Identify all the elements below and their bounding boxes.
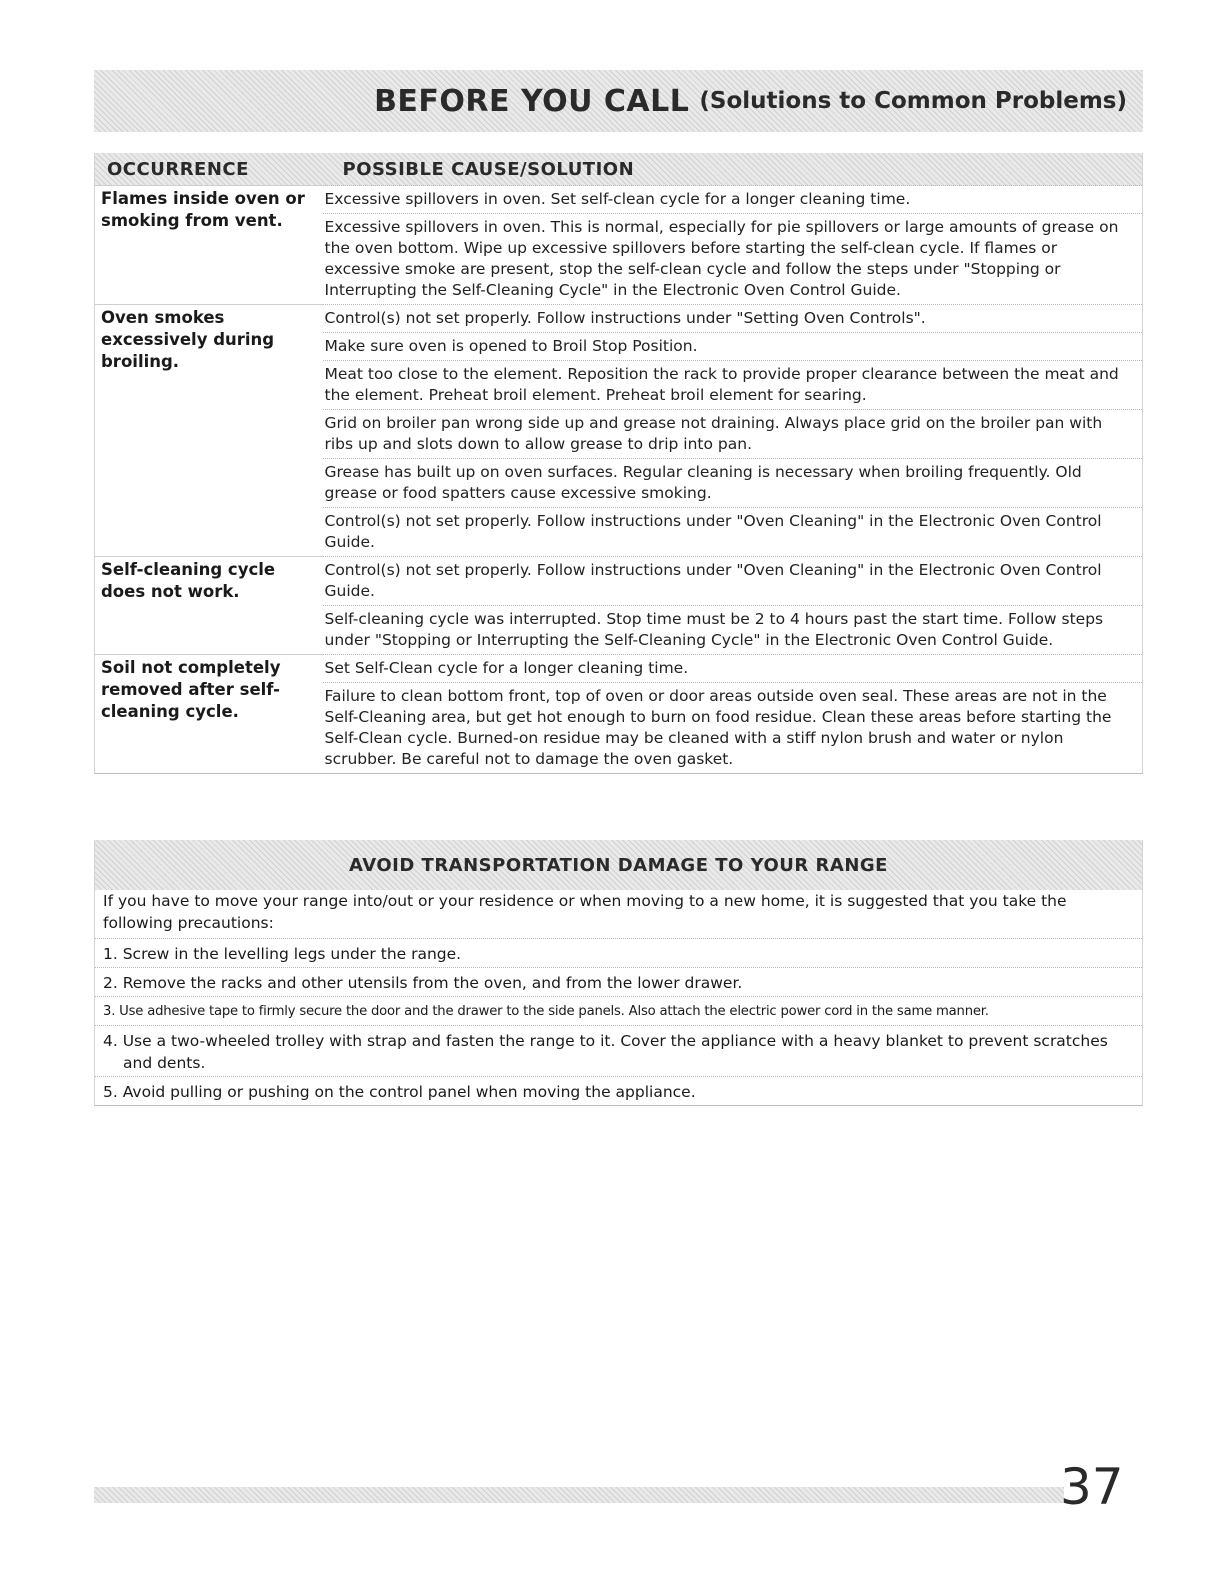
list-item: 5. Avoid pulling or pushing on the control panel when moving the appliance.	[95, 1076, 1142, 1105]
table-row	[95, 655, 1143, 683]
solution-cell: Excessive spillovers in oven. This is normal, especially for pie spillovers or large amounts of grease on the oven bottom. Wipe up excessive spillovers before starting the self-clean cycle. If flames or excessive smoke are present, stop the self-clean cycle and follow the steps under "Stopping or Interrupting the Self-Cleaning Cycle" in the Electronic Oven Control Guide.	[323, 214, 1143, 305]
solution-cell: Control(s) not set properly. Follow instructions under "Setting Oven Controls".	[323, 305, 1143, 333]
footer-bar	[94, 1487, 1064, 1503]
solution-cell: Grease has built up on oven surfaces. Regular cleaning is necessary when broiling frequently. Old grease or food spatters cause excessive smoking.	[323, 459, 1143, 508]
page-number: 37	[1060, 1458, 1124, 1516]
transport-intro: If you have to move your range into/out or your residence or when moving to a new home, it is suggested that you take the following precautions:	[103, 892, 1067, 932]
page-subtitle: (Solutions to Common Problems)	[699, 88, 1127, 114]
header-possible-cause: POSSIBLE CAUSE/SOLUTION	[342, 158, 635, 180]
solution-cell: Meat too close to the element. Reposition the rack to provide proper clearance between the meat and the element. Preheat broil element. Preheat broil element for searing.	[323, 361, 1143, 410]
table-row	[95, 305, 1143, 333]
transport-section	[94, 840, 1143, 1106]
occurrence-cell: Soil not completely removed after self-cleaning cycle.	[95, 655, 323, 774]
occurrence-cell: Oven smokes excessively during broiling.	[95, 305, 323, 557]
header-occurrence: OCCURRENCE	[107, 158, 249, 180]
occurrence-cell: Flames inside oven or smoking from vent.	[95, 186, 323, 305]
solution-cell: Grid on broiler pan wrong side up and grease not draining. Always place grid on the broiler pan with ribs up and slots down to allow grease to drip into pan.	[323, 410, 1143, 459]
list-item: 1. Screw in the levelling legs under the range.	[95, 938, 1142, 967]
solution-cell: Control(s) not set properly. Follow instructions under "Oven Cleaning" in the Electronic Oven Control Guide.	[323, 557, 1143, 606]
table-row	[95, 557, 1143, 606]
solution-cell: Self-cleaning cycle was interrupted. Stop time must be 2 to 4 hours past the start time. Follow steps under "Stopping or Interrupting the Self-Cleaning Cycle" in the Electronic Oven Control Guide.	[323, 606, 1143, 655]
transport-heading: AVOID TRANSPORTATION DAMAGE TO YOUR RANGE	[95, 840, 1142, 890]
title-banner	[94, 70, 1143, 132]
occurrence-cell: Self-cleaning cycle does not work.	[95, 557, 323, 655]
solution-cell: Excessive spillovers in oven. Set self-clean cycle for a longer cleaning time.	[323, 186, 1143, 214]
solution-cell: Make sure oven is opened to Broil Stop Position.	[323, 333, 1143, 361]
page-title: BEFORE YOU CALL	[374, 83, 690, 119]
solution-cell: Failure to clean bottom front, top of oven or door areas outside oven seal. These areas are not in the Self-Cleaning area, but get hot enough to burn on food residue. Clean these areas before starting the Self-Clean cycle. Burned-on residue may be cleaned with a stiff nylon brush and water or nylon scrubber. Be careful not to damage the oven gasket.	[323, 683, 1143, 774]
solution-cell: Set Self-Clean cycle for a longer cleaning time.	[323, 655, 1143, 683]
solution-cell: Control(s) not set properly. Follow instructions under "Oven Cleaning" in the Electronic Oven Control Guide.	[323, 508, 1143, 557]
list-item: 2. Remove the racks and other utensils from the oven, and from the lower drawer.	[95, 967, 1142, 996]
table-header-row	[95, 153, 1143, 186]
table-row	[95, 186, 1143, 214]
troubleshooting-table	[94, 153, 1143, 774]
list-item: 4. Use a two-wheeled trolley with strap and fasten the range to it. Cover the appliance with a heavy blanket to prevent scratches and dents.	[95, 1025, 1142, 1076]
list-item: 3. Use adhesive tape to firmly secure the door and the drawer to the side panels. Also attach the electric power cord in the same manner.	[95, 996, 1142, 1025]
